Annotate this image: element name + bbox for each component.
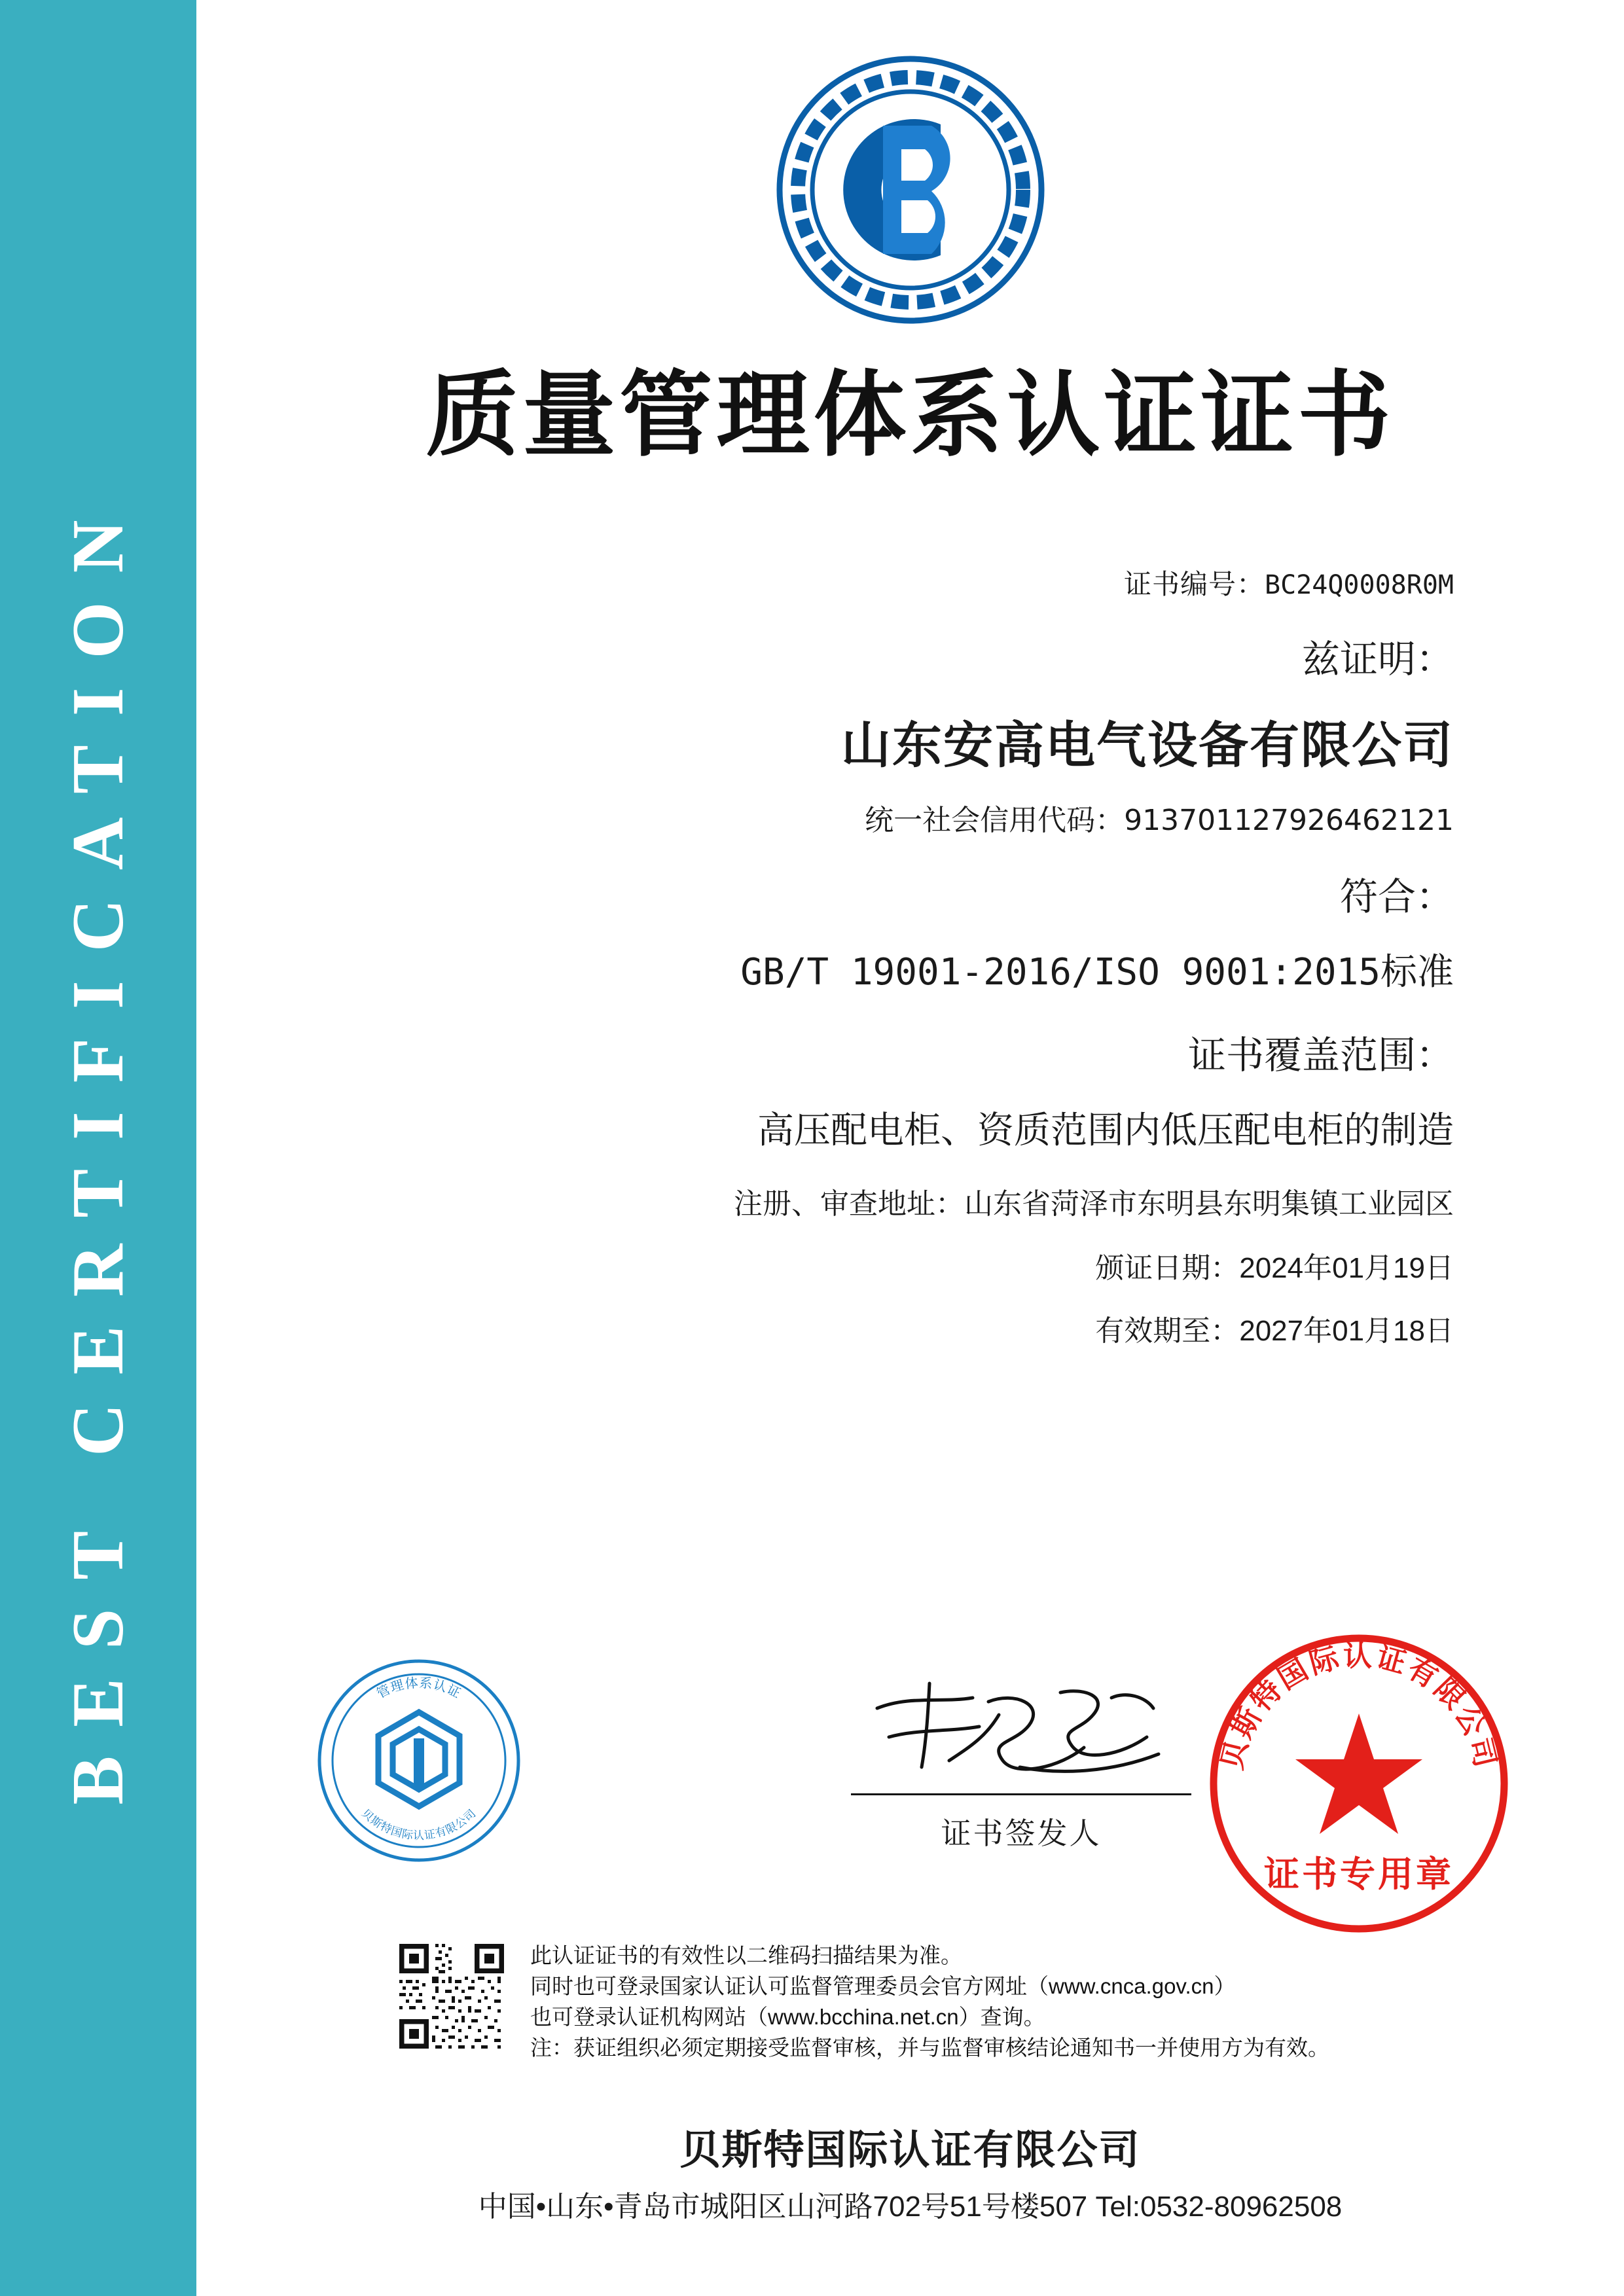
footnote-line-4: 注：获证组织必须定期接受监督审核，并与监督审核结论通知书一并使用方为有效。: [530, 2035, 1329, 2060]
signature-area: [196, 1640, 1624, 1918]
footnote-line-2: 同时也可登录国家认证认可监督管理委员会官方网址（www.cnca.gov.cn）: [530, 1973, 1236, 1998]
credit-code-value: 913701127926462121: [1124, 804, 1454, 837]
certificate-number-label: 证书编号：: [1124, 569, 1265, 600]
certificate-body: [196, 563, 1624, 1349]
svg-text:贝斯特国际认证有限公司: 贝斯特国际认证有限公司: [359, 1806, 479, 1842]
accreditation-seal-icon: [314, 1656, 524, 1865]
scope-value: 高压配电柜、资质范围内低压配电柜的制造: [757, 1109, 1454, 1151]
signature-box: [851, 1669, 1191, 1853]
certificate-number-line: [196, 563, 1454, 602]
footnote-line-1: 此认证证书的有效性以二维码扫描结果为准。: [530, 1943, 962, 1967]
company-name: 山东安高电气设备有限公司: [841, 718, 1454, 774]
page-title: 质量管理体系认证证书: [425, 361, 1395, 469]
hereby-label: 兹证明：: [1301, 638, 1454, 681]
conform-label: 符合：: [1339, 876, 1454, 918]
certificate-page: [196, 0, 1624, 2296]
verification-qr-code: [396, 1941, 507, 2052]
expiry-date-value: 2027年01月18日: [1239, 1315, 1454, 1347]
expiry-date-line: [196, 1307, 1454, 1349]
signature-caption: 证书签发人: [941, 1816, 1102, 1850]
svg-text:证书专用章: 证书专用章: [1264, 1854, 1454, 1895]
signature-rule: [851, 1793, 1191, 1795]
scope-label: 证书覆盖范围：: [1187, 1034, 1454, 1077]
brand-band-text: BEST CERTIFICATION: [57, 491, 139, 1805]
footnote-line-3: 也可登录认证机构网站（www.bcchina.net.cn）查询。: [530, 2004, 1045, 2029]
issue-date-value: 2024年01月19日: [1239, 1252, 1454, 1284]
svg-text:管理体系认证: 管理体系认证: [374, 1674, 464, 1702]
credit-code-line: [196, 797, 1454, 838]
issue-date-label: 颁证日期：: [1095, 1252, 1240, 1284]
address-value: 山东省菏泽市东明县东明集镇工业园区: [964, 1188, 1454, 1220]
issue-date-line: [196, 1244, 1454, 1286]
verification-footnote: [530, 1941, 1525, 2063]
left-brand-band: [0, 0, 196, 2296]
svg-text:贝斯特国际认证有限公司: 贝斯特国际认证有限公司: [1215, 1640, 1503, 1773]
expiry-date-label: 有效期至：: [1095, 1315, 1240, 1347]
bc-monogram-logo-icon: [773, 52, 1048, 327]
address-label: 注册、审查地址：: [734, 1188, 964, 1220]
credit-code-label: 统一社会信用代码：: [865, 804, 1125, 837]
handwritten-signature-icon: [851, 1669, 1191, 1793]
certificate-number-value: BC24Q0008R0M: [1265, 570, 1454, 600]
standard-value: GB/T 19001-2016/ISO 9001:2015标准: [740, 951, 1454, 994]
issuing-body-name: 贝斯特国际认证有限公司: [679, 2128, 1141, 2173]
address-line: [196, 1180, 1454, 1222]
official-red-stamp-icon: [1205, 1630, 1513, 1937]
issuing-body-address: 中国•山东•青岛市城阳区山河路702号51号楼507 Tel:0532-80962508: [478, 2191, 1343, 2223]
